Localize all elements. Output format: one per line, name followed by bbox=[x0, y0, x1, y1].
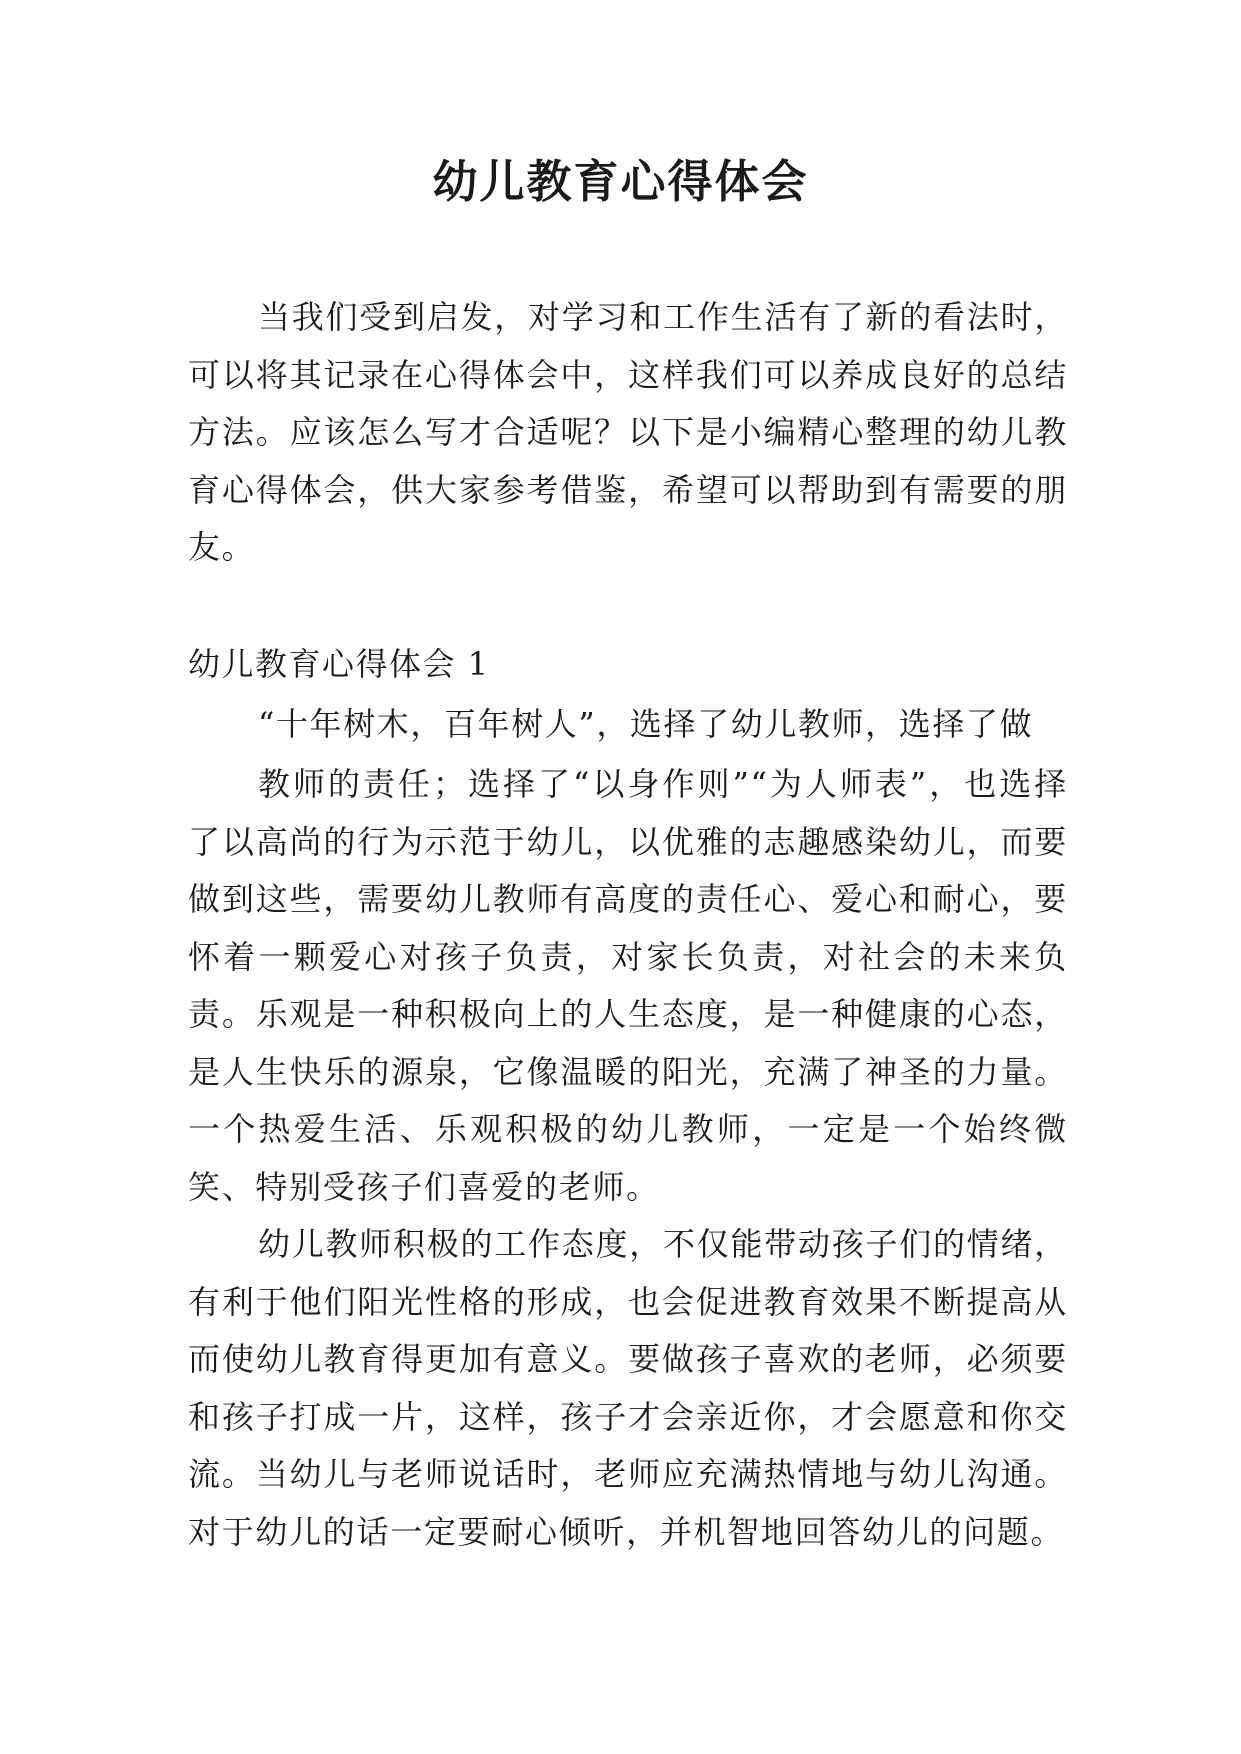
quote-line: “十年树木，百年树人”，选择了幼儿教师，选择了做 bbox=[258, 705, 1034, 743]
document-title: 幼儿教育心得体会 bbox=[432, 155, 809, 208]
intro-paragraph: 当我们受到启发，对学习和工作生活有了新的看法时，可以将其记录在心得体会中，这样我们可以养成良好的总结方法。应该怎么写才合适呢？以下是小编精心整理的幼儿教育心得体会，供大家参考借鉴，希望可以帮助到有需要的朋友。 bbox=[188, 298, 1068, 566]
section-heading: 幼儿教育心得体会 1 bbox=[188, 645, 490, 683]
body-paragraph-2: 幼儿教师积极的工作态度，不仅能带动孩子们的情绪，有利于他们阳光性格的形成，也会促进教育效果不断提高从而使幼儿教育得更加有意义。要做孩子喜欢的老师，必须要和孩子打成一片，这样，孩子才会亲近你，才会愿意和你交流。当幼儿与老师说话时，老师应充满热情地与幼儿沟通。对于幼儿的话一定要耐心倾听，并机智地回答幼儿的问题。 bbox=[188, 1225, 1068, 1551]
body-paragraph-1: 教师的责任；选择了“以身作则”“为人师表”，也选择了以高尚的行为示范于幼儿，以优雅的志趣感染幼儿，而要做到这些，需要幼儿教师有高度的责任心、爱心和耐心，要怀着一颗爱心对孩子负责，对家长负责，对社会的未来负责。乐观是一种积极向上的人生态度，是一种健康的心态，是人生快乐的源泉，它像温暖的阳光，充满了神圣的力量。一个热爱生活、乐观积极的幼儿教师，一定是一个始终微笑、特别受孩子们喜爱的老师。 bbox=[188, 765, 1068, 1206]
